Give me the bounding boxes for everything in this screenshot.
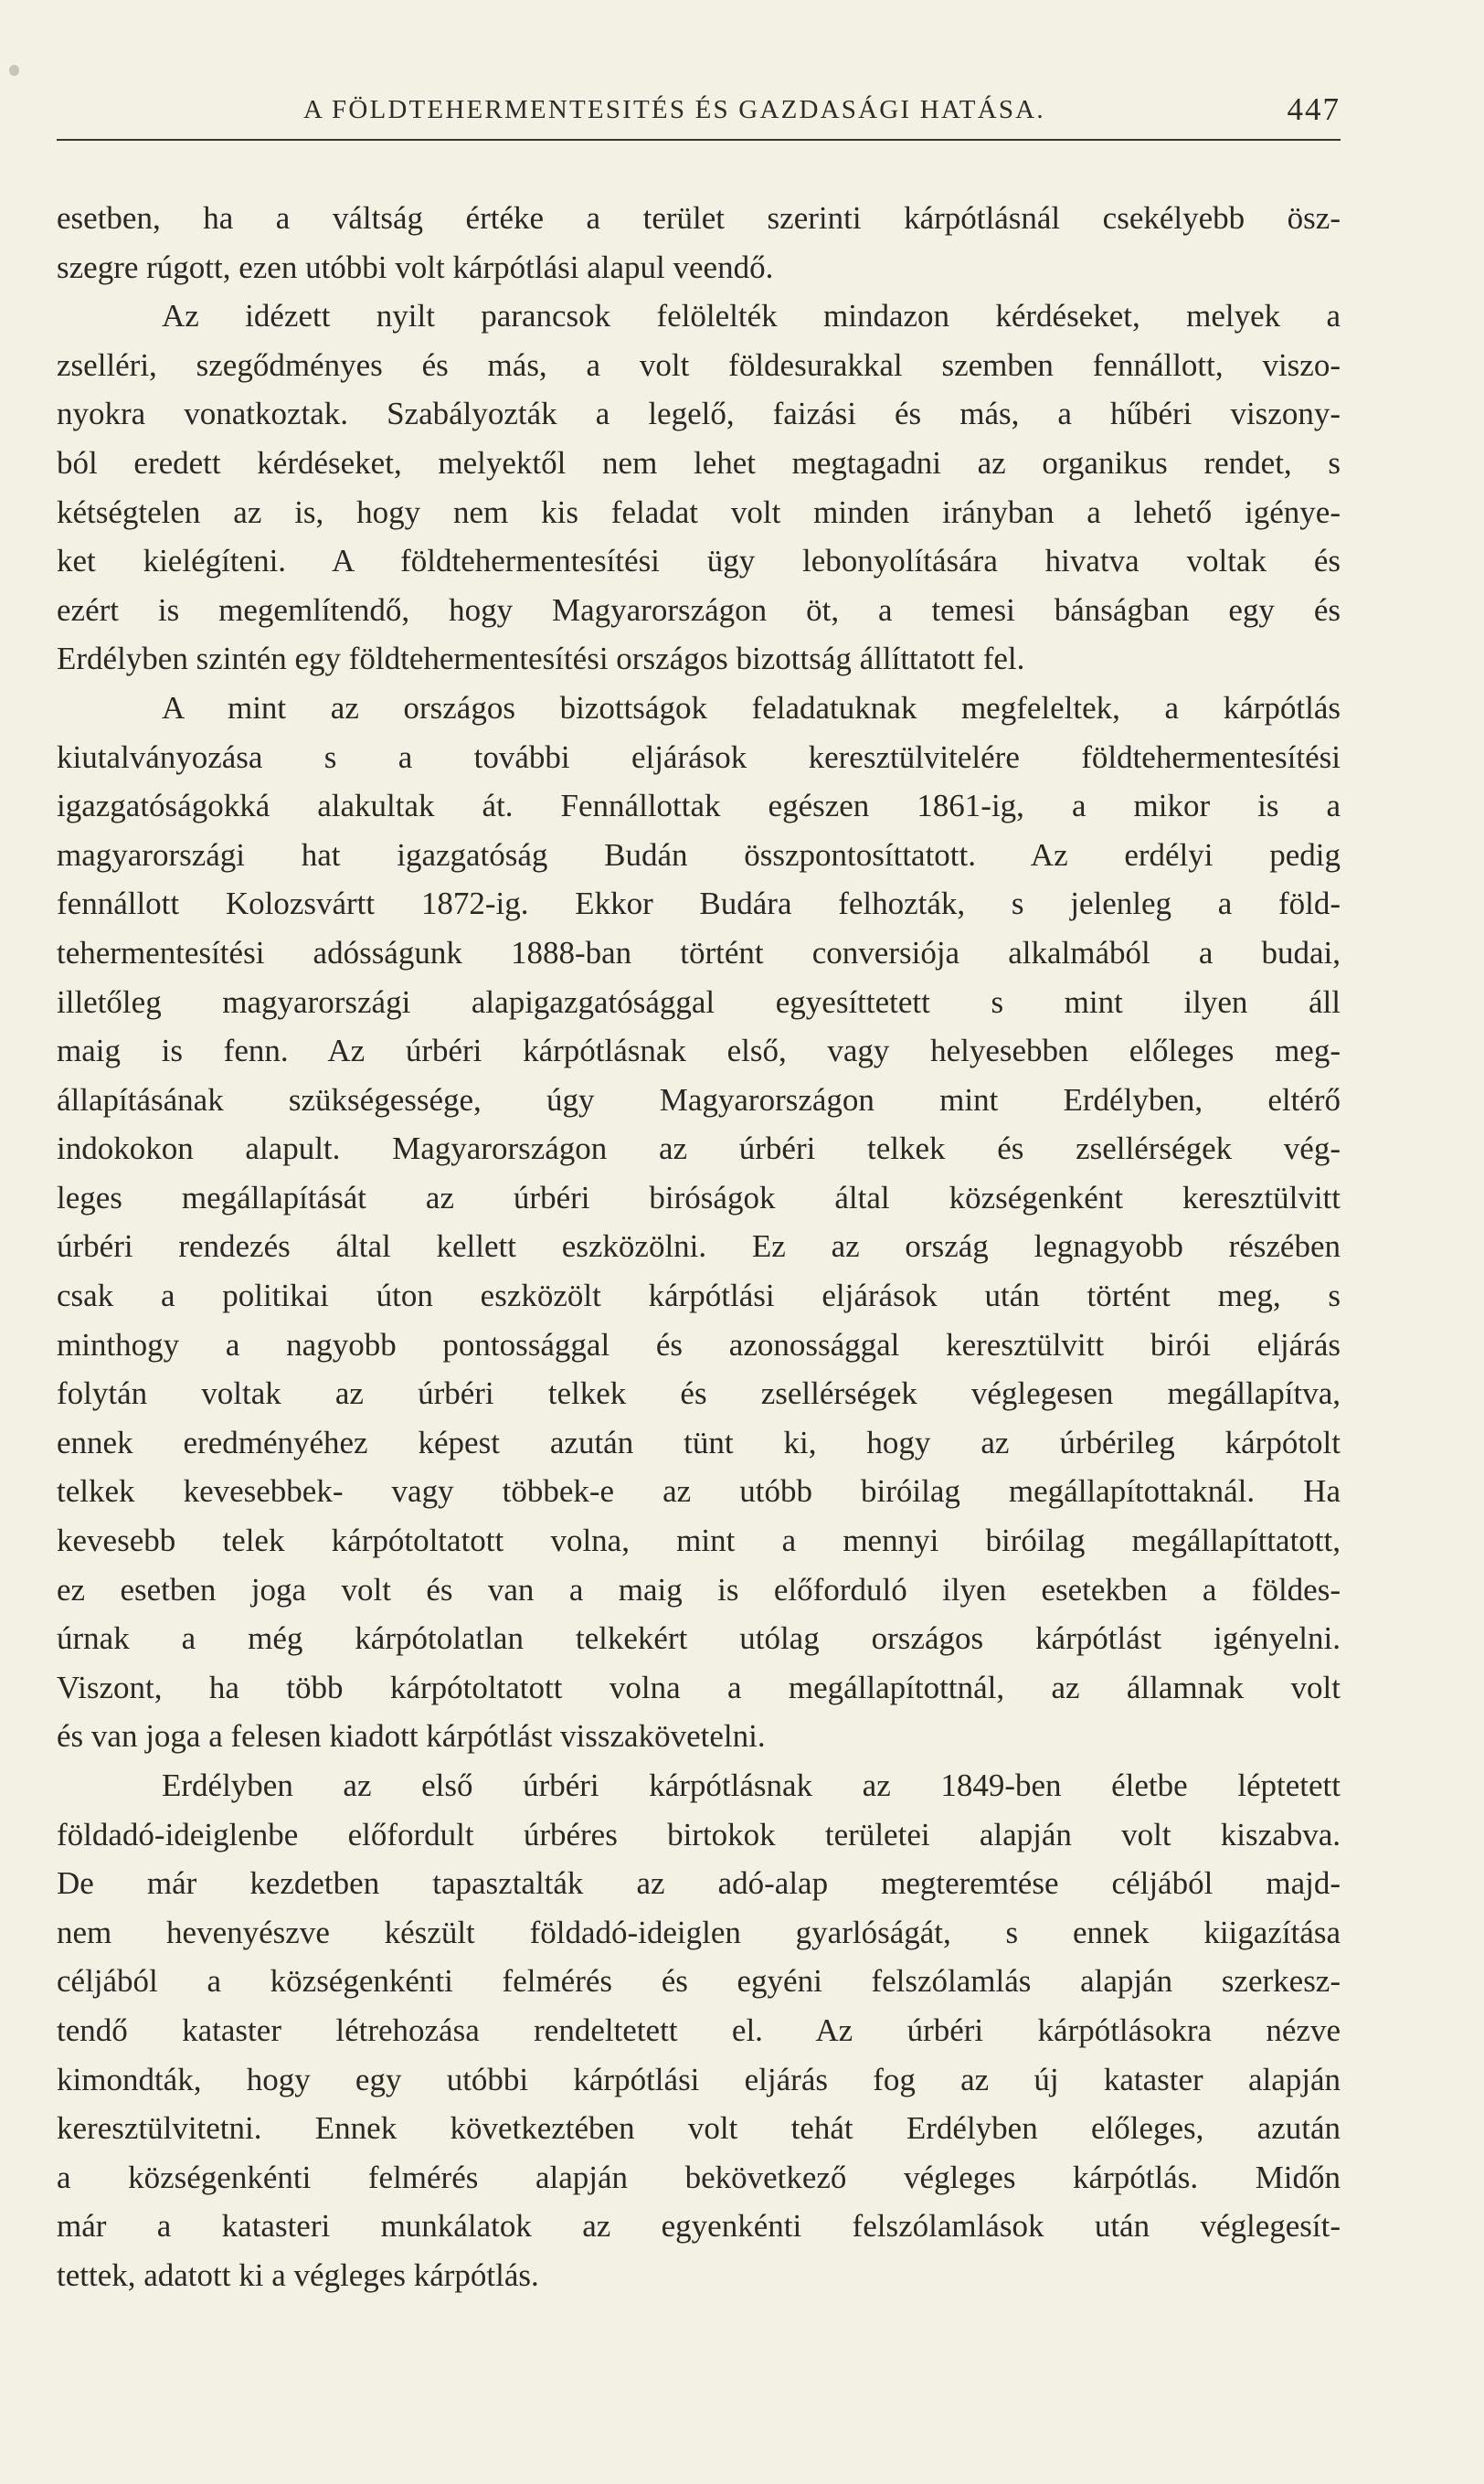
page-header — [57, 84, 1341, 139]
text-line: tendő kataster létrehozása rendeltetett el. Az úrbéri kárpótlásokra nézve — [57, 2012, 1341, 2048]
text-line: maig is fenn. Az úrbéri kárpótlásnak első, vagy helyesebben előleges meg- — [57, 1033, 1341, 1069]
text-line: és van joga a felesen kiadott kárpótlást visszakövetelni. — [57, 1718, 766, 1755]
text-line: igazgatóságokká alakultak át. Fennállottak egészen 1861-ig, a mikor is a — [57, 788, 1341, 824]
text-line: esetben, ha a váltság értéke a terület szerinti kárpótlásnál csekélyebb ösz- — [57, 200, 1341, 236]
text-line: szegre rúgott, ezen utóbbi volt kárpótlási alapul veendő. — [57, 249, 774, 285]
text-line: kiutalványozása s a további eljárások keresztülvitelére földtehermentesítési — [57, 738, 1341, 775]
text-line: ból eredett kérdéseket, melyektől nem lehet megtagadni az organikus rendet, s — [57, 444, 1341, 481]
text-line: folytán voltak az úrbéri telkek és zsellérségek véglegesen megállapítva, — [57, 1375, 1341, 1412]
text-line: úrnak a még kárpótolatlan telkekért utólag országos kárpótlást igényelni. — [57, 1620, 1341, 1657]
text-line: indokokon alapult. Magyarországon az úrbéri telkek és zsellérségek vég- — [57, 1131, 1341, 1167]
header-rule — [57, 139, 1341, 141]
text-line: nyokra vonatkoztak. Szabályozták a legelő, faizási és más, a hűbéri viszony- — [57, 396, 1341, 432]
text-line: állapításának szükségessége, úgy Magyarországon mint Erdélyben, eltérő — [57, 1081, 1341, 1118]
running-title: A FÖLDTEHERMENTESITÉS ÉS GAZDASÁGI HATÁSA. — [303, 95, 1045, 124]
text-line: magyarországi hat igazgatóság Budán összpontosíttatott. Az erdélyi pedig — [57, 836, 1341, 873]
text-line: kétségtelen az is, hogy nem kis feladat volt minden irányban a lehető igénye- — [57, 494, 1341, 530]
text-line: ennek eredményéhez képest azután tünt ki, hogy az úrbérileg kárpótolt — [57, 1424, 1341, 1460]
text-line: úrbéri rendezés által kellett eszközölni. Ez az ország legnagyobb részében — [57, 1228, 1341, 1265]
text-line: keresztülvitetni. Ennek következtében volt tehát Erdélyben előleges, azután — [57, 2110, 1341, 2147]
text-line: ez esetben joga volt és van a maig is előforduló ilyen esetekben a földes- — [57, 1571, 1341, 1608]
text-line: már a katasteri munkálatok az egyenkénti felszólamlások után véglegesít- — [57, 2208, 1341, 2245]
text-line: Erdélyben szintén egy földtehermentesítési országos bizottság állíttatott fel. — [57, 641, 1025, 677]
text-line: csak a politikai úton eszközölt kárpótlási eljárások után történt meg, s — [57, 1278, 1341, 1314]
paper-speck — [9, 65, 19, 76]
text-line: ezért is megemlítendő, hogy Magyarországon öt, a temesi bánságban egy és — [57, 591, 1341, 628]
text-line: földadó-ideiglenbe előfordult úrbéres birtokok területei alapján volt kiszabva. — [57, 1816, 1341, 1852]
text-line: nem hevenyészve készült földadó-ideiglen gyarlóságát, s ennek kiigazítása — [57, 1914, 1341, 1950]
text-line: kevesebb telek kárpótoltatott volna, mint a mennyi biróilag megállapíttatott, — [57, 1523, 1341, 1559]
text-line: kimondták, hogy egy utóbbi kárpótlási eljárás fog az új kataster alapján — [57, 2061, 1341, 2097]
text-line: fennállott Kolozsvártt 1872-ig. Ekkor Budára felhozták, s jelenleg a föld- — [57, 886, 1341, 922]
text-line: Az idézett nyilt parancsok felölelték mindazon kérdéseket, melyek a — [162, 298, 1341, 334]
text-line: zselléri, szegődményes és más, a volt földesurakkal szemben fennállott, viszo- — [57, 346, 1341, 383]
text-line: Erdélyben az első úrbéri kárpótlásnak az 1849-ben életbe léptetett — [162, 1767, 1341, 1803]
text-line: minthogy a nagyobb pontossággal és azonossággal keresztülvitt birói eljárás — [57, 1326, 1341, 1363]
text-line: leges megállapítását az úrbéri biróságok által községenként keresztülvitt — [57, 1179, 1341, 1215]
text-line: tettek, adatott ki a végleges kárpótlás. — [57, 2256, 539, 2293]
text-line: a községenkénti felmérés alapján bekövetkező végleges kárpótlás. Midőn — [57, 2159, 1341, 2195]
text-line: Viszont, ha több kárpótoltatott volna a megállapítottnál, az államnak volt — [57, 1669, 1341, 1705]
text-line: De már kezdetben tapasztalták az adó-alap megteremtése céljából majd- — [57, 1865, 1341, 1902]
text-line: telkek kevesebbek- vagy többek-e az utóbb biróilag megállapítottaknál. Ha — [57, 1473, 1341, 1510]
text-line: céljából a községenkénti felmérés és egyéni felszólamlás alapján szerkesz- — [57, 1963, 1341, 2000]
text-line: illetőleg magyarországi alapigazgatósággal egyesíttetett s mint ilyen áll — [57, 983, 1341, 1020]
text-line: tehermentesítési adósságunk 1888-ban történt conversiója alkalmából a budai, — [57, 934, 1341, 971]
text-line: ket kielégíteni. A földtehermentesítési ügy lebonyolítására hivatva voltak és — [57, 543, 1341, 579]
text-line: A mint az országos bizottságok feladatuknak megfeleltek, a kárpótlás — [162, 689, 1341, 726]
body-text — [57, 194, 1341, 2300]
page-number: 447 — [1287, 91, 1341, 127]
